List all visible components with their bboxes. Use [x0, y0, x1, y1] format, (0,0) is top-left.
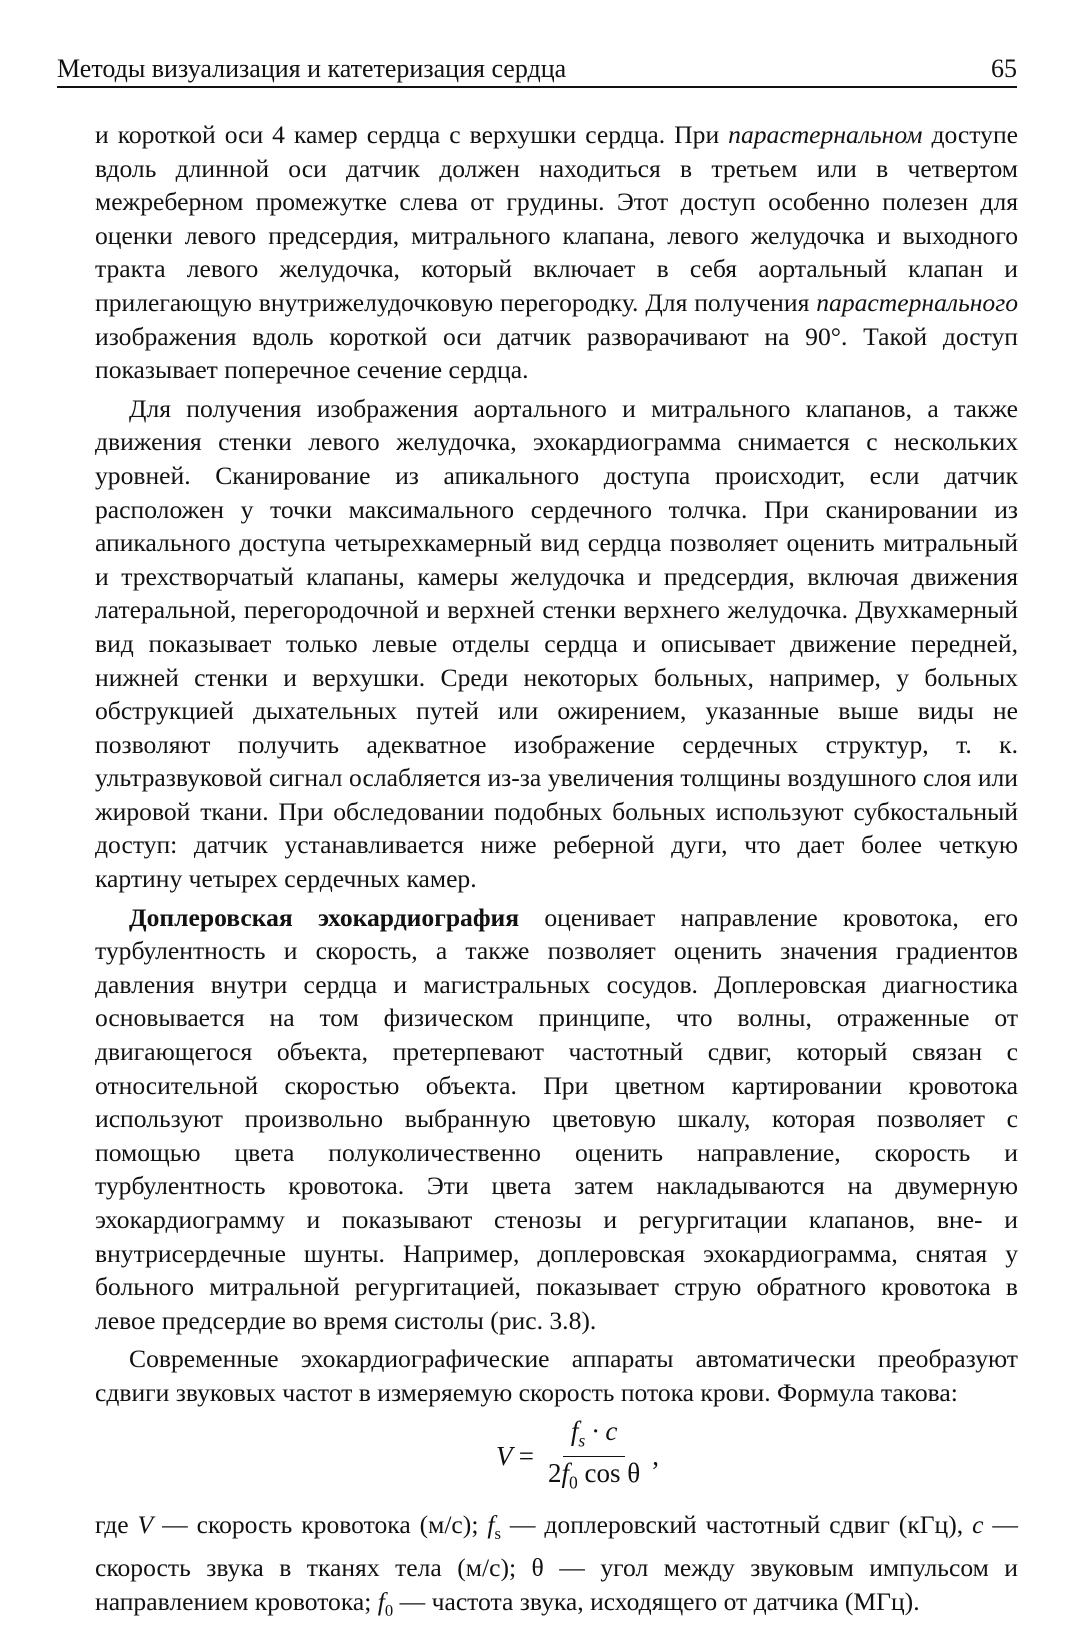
formula-den-2: 2 [548, 1457, 562, 1488]
formula-numerator [563, 1415, 626, 1457]
formula-den-sub: 0 [569, 1472, 578, 1493]
formula-fraction [540, 1415, 648, 1499]
formula-num-f: f [570, 1415, 579, 1446]
doppler-velocity-formula [95, 1415, 1018, 1499]
p5-var-fs-sub: s [494, 1524, 501, 1544]
p1-text-a: и короткой оси 4 камер сердца с верхушки сердца. При [95, 120, 729, 149]
p5-t5: — частота звука, исходящего от датчика (МГц). [393, 1586, 920, 1616]
page-number: 65 [991, 54, 1017, 83]
p1-italic-term-1: парастернальном [728, 120, 923, 149]
formula-denominator [540, 1457, 648, 1498]
p5-t2: — скорость кровотока (м/с); [153, 1510, 488, 1540]
formula-den-cos: cos θ [577, 1457, 641, 1488]
p5-t1: где [95, 1510, 138, 1540]
paragraph-2: Для получения изображения аортального и митрального клапанов, а также движения стенки левого желудочка, эхокардиограмма снимается с нескольких уровней. Сканирование из апикального доступа происходит, если датчик расположен у точки максимального сердечного толчка. При сканировании из апикального доступа четырехкамерный вид сердца позволяет оценить митральный и трехстворчатый клапаны, камеры желудочка и предсердия, включая движения латеральной, перегородочной и верхней стенки верхнего желудочка. Двухкамерный вид показывает только левые отделы сердца и описывает движение передней, нижней стенки и верхушки. Среди некоторых больных, например, у больных обструкцией дыхательных путей или ожирением, указанные выше виды не позволяют получить адекватное изображение сердечных структур, т. к. ультразвуковой сигнал ослабляется из-за увеличения толщины воздушного слоя или жировой ткани. При обследовании подобных больных используют субкостальный доступ: датчик устанавливается ниже реберной дуги, что дает более четкую картину четырех сердечных камер. [95, 393, 1018, 894]
p5-var-f0: f [377, 1586, 385, 1616]
paragraph-3 [95, 901, 1018, 1338]
p1-text-b: доступе вдоль длинной оси датчик должен находиться в третьем или в четвертом межреберном промежутке слева от грудины. Этот доступ особенно полезен для оценки левого предсердия, митрального клапана, левого желудочка и выходного тракта левого желудочка, который включает в себя аортальный клапан и прилегающую внутрижелудочковую перегородку. Для получения [95, 120, 1018, 317]
formula-comma: , [652, 1440, 659, 1471]
p5-var-fs: f [487, 1510, 495, 1540]
p1-text-c: изображения вдоль короткой оси датчик разворачивают на 90°. Такой доступ показывает поперечное сечение сердца. [95, 321, 1018, 385]
formula-num-rest: · c [585, 1415, 618, 1446]
p5-var-f0-sub: 0 [384, 1600, 394, 1620]
p5-var-c: c [972, 1510, 984, 1540]
p3-text: оценивает направление кровотока, его турбулентность и скорость, а также позволяет оценить значения градиентов давления внутри сердца и магистральных сосудов. Доплеровская диагностика основывается на том физическом принципе, что волны, отраженные от двигающегося объекта, претерпевают частотный сдвиг, который связан с относительной скоростью объекта. При цветном картировании кровотока используют произвольно выбранную цветовую шкалу, которая позволяет с помощью цвета полуколичественно оценить направление, скорость и турбулентность кровотока. Эти цвета затем накладываются на двумерную эхокардиограмму и показывают стенозы и регургитации клапанов, вне- и внутрисердечные шунты. Например, доплеровская эхокардиограмма, снятая у больного митральной регургитацией, показывает струю обратного кровотока в левое предсердие во время систолы (рис. 3.8). [95, 902, 1018, 1335]
formula-num-sub: s [578, 1429, 586, 1450]
p5-t3: — доплеровский частотный сдвиг (кГц), [500, 1510, 973, 1540]
formula-den-f: f [561, 1457, 570, 1488]
paragraph-4: Современные эхокардиографические аппараты автоматически преобразуют сдвиги звуковых частот в измеряемую скорость потока крови. Формула такова: [95, 1344, 1018, 1407]
paragraph-1 [95, 118, 1018, 387]
formula-lhs [496, 1440, 534, 1474]
p5-t4: — скорость звука в тканях тела (м/с); θ — угол между звуковым импульсом и направлением кровотока; [95, 1510, 1018, 1616]
paragraph-5 [95, 1508, 1018, 1627]
page-body [95, 118, 1018, 1632]
formula-v: V [496, 1440, 513, 1471]
p5-var-v: V [137, 1510, 154, 1540]
p3-bold-term: Доплеровская эхокардиография [129, 902, 520, 932]
p1-italic-term-2: парастернального [816, 287, 1018, 317]
formula-equals: = [518, 1440, 535, 1471]
running-header-title: Методы визуализация и катетеризация сердца [57, 54, 567, 83]
running-header [57, 52, 1017, 88]
